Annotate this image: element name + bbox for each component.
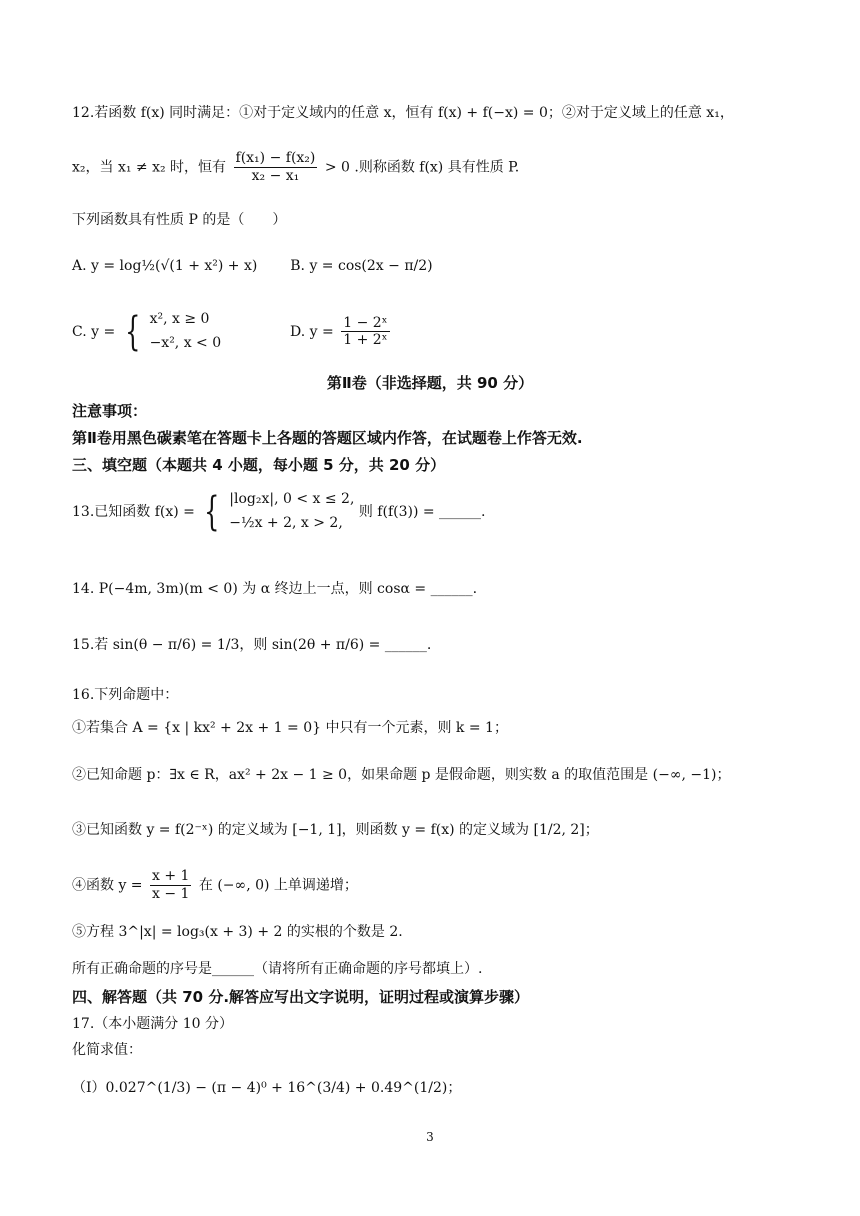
q12-option-c-case2: −x², x < 0 [149, 334, 222, 351]
notice-text: 第Ⅱ卷用黑色碳素笔在答题卡上各题的答题区域内作答，在试题卷上作答无效. [72, 429, 583, 447]
q16-statement-1: ①若集合 A = {x | kx² + 2x + 1 = 0} 中只有一个元素，则 k = 1； [72, 720, 508, 736]
section3-heading: 三、填空题（本题共 4 小题，每小题 5 分，共 20 分） [72, 456, 446, 474]
q13 [72, 488, 486, 536]
q16-statement-3: ③已知函数 y = f(2⁻ˣ) 的定义域为 [−1, 1]，则函数 y = f(x) 的定义域为 [1/2, 2]； [72, 822, 599, 838]
part2-title: 第Ⅱ卷（非选择题，共 90 分） [326, 374, 534, 392]
brace-symbol: { [204, 488, 220, 535]
q13-cases [229, 488, 354, 536]
page-number: 3 [426, 1130, 434, 1144]
q16-s4-num: x + 1 [152, 868, 190, 884]
brace-symbol: { [124, 308, 141, 355]
q15: 15.若 sin(θ − π/6) = 1/3，则 sin(2θ + π/6) = ______. [72, 637, 432, 653]
q12-option-d-fraction [341, 315, 389, 350]
q12-option-a: A. y = log½(√(1 + x²) + x) [72, 258, 258, 274]
q12-options-ab [72, 258, 433, 275]
q12-question: 下列函数具有性质 P 的是（ ） [72, 212, 287, 228]
q12-option-d-num: 1 − 2ˣ [343, 314, 388, 331]
q13-tail: 则 f(f(3)) = ______. [358, 503, 486, 520]
q16-answer-prompt: 所有正确命题的序号是______（请将所有正确命题的序号都填上）. [72, 961, 483, 977]
q17-header: 17.（本小题满分 10 分） [72, 1016, 233, 1032]
q12-option-c-cases [150, 308, 222, 356]
q14: 14. P(−4m, 3m)(m < 0) 为 α 终边上一点，则 cosα = ______. [72, 581, 478, 597]
q12-option-d-label: D. y = [290, 323, 334, 340]
q12-line2 [72, 150, 519, 185]
q16-s4-fraction [150, 868, 191, 903]
q16-s4-den: x − 1 [152, 885, 190, 902]
q12-option-c-label: C. y = [72, 323, 116, 340]
q13-case2: −½x + 2, x > 2, [229, 514, 343, 531]
q16-s4-pre: ④函数 y = [72, 877, 143, 894]
q12-options-cd [72, 308, 393, 356]
q16-s4-post: 在 (−∞, 0) 上单调递增； [198, 877, 358, 894]
q12-frac-num: f(x₁) − f(x₂) [235, 150, 316, 166]
q12-frac-den: x₂ − x₁ [251, 167, 300, 184]
notice-title: 注意事项： [72, 402, 148, 420]
q17-instruction: 化简求值： [72, 1042, 142, 1058]
q12-option-c-case1: x², x ≥ 0 [149, 311, 210, 327]
q16-intro: 16.下列命题中： [72, 687, 179, 703]
q16-statement-4 [72, 868, 358, 903]
q13-label: 13.已知函数 f(x) = [72, 503, 195, 520]
q16-statement-2: ②已知命题 p：∃x ∈ R，ax² + 2x − 1 ≥ 0，如果命题 p 是假命题，则实数 a 的取值范围是 (−∞, −1)； [72, 767, 731, 783]
q12-line1: 12.若函数 f(x) 同时满足：①对于定义域内的任意 x，恒有 f(x) + f(−x) = 0；②对于定义域上的任意 x₁， [72, 105, 734, 121]
q12-line2-pre: x₂，当 x₁ ≠ x₂ 时，恒有 [72, 159, 227, 176]
q12-option-b: B. y = cos(2x − π/2) [290, 258, 433, 274]
q12-line2-post: > 0 .则称函数 f(x) 具有性质 P. [324, 159, 520, 176]
q13-case1: |log₂x|, 0 < x ≤ 2, [229, 491, 355, 507]
section4-heading: 四、解答题（共 70 分.解答应写出文字说明，证明过程或演算步骤） [72, 988, 530, 1006]
q17-part1: （Ⅰ）0.027^(1/3) − (π − 4)⁰ + 16^(3/4) + 0.49^(1/2)； [72, 1080, 462, 1096]
q16-statement-5: ⑤方程 3^|x| = log₃(x + 3) + 2 的实根的个数是 2. [72, 924, 403, 940]
q12-fraction [234, 150, 318, 185]
q12-option-d-den: 1 + 2ˣ [343, 332, 388, 349]
